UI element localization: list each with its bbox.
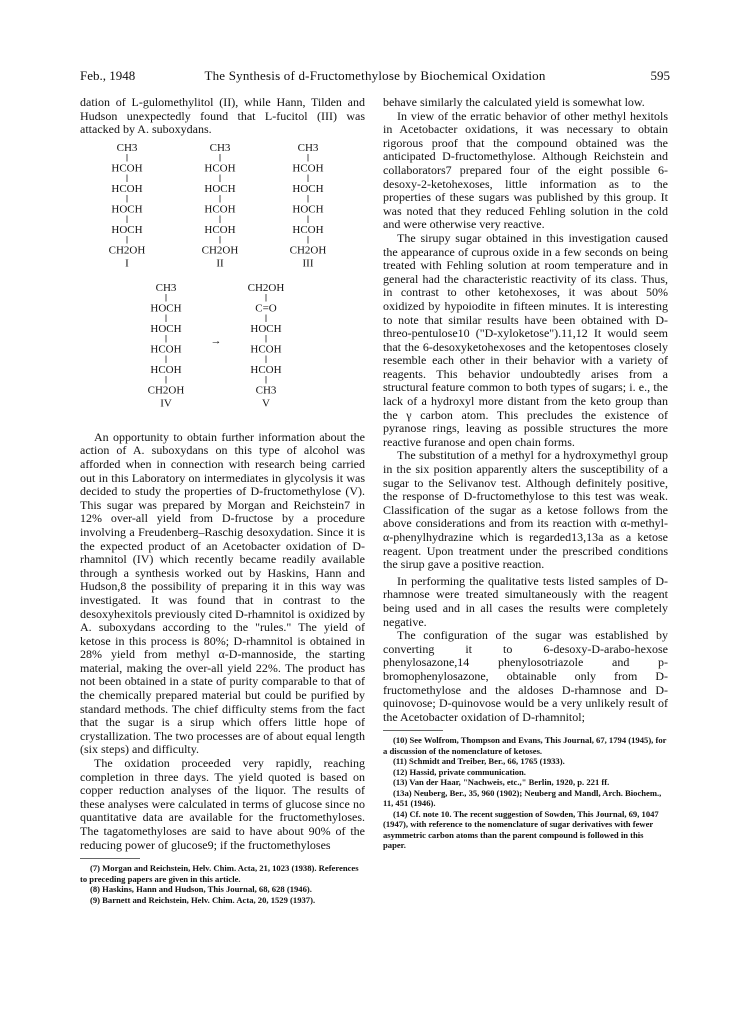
paragraph: The oxidation proceeded very rapidly, reaching completion in three days. The yield quoted is based on copper reduction analyses of the liquor. The results of these analyses were calculated in terms of glucose since no quantitative data are available for the fructomethyloses. The tagatomethyloses are said to have about 90% of the reducing power of glucose9; if the fructomethyloses	[80, 756, 365, 852]
formula-diagram	[80, 139, 365, 429]
formula-group: HCOH	[250, 343, 282, 356]
formula-group: CH3	[209, 141, 231, 154]
formula-group: CH2OH	[289, 244, 327, 257]
formula-group: CH2OH	[147, 384, 185, 397]
footnote: (13a) Neuberg, Ber., 35, 960 (1902); Neuberg and Mandl, Arch. Biochem., 11, 451 (1946).	[383, 787, 662, 809]
footnotes-left	[80, 863, 365, 905]
footnote: (14) Cf. note 10. The recent suggestion of Sowden, This Journal, 69, 1047 (1947), with reference to the nomenclature of sugar derivatives with fewer asymmetric carbon atoms than the parent compound is followed in this paper.	[383, 808, 659, 851]
formula-group: CH2OH	[247, 281, 285, 294]
formula-label: IV	[160, 397, 172, 410]
formula-group: CH3	[155, 281, 177, 294]
formula-group: HOCH	[111, 203, 143, 216]
paragraph: The sirupy sugar obtained in this investigation caused the appearance of cuprous oxide in a few seconds on being treated with Fehling solution at room temperature and in general had the characteristic reactivity of its class. Thus, in contrast to other ketohexoses, it was about 50% oxidized by hypoiodite in fifteen minutes. It is interesting to note that similar results have been obtained with D-threo-pentulose10 ("D-xyloketose").11,12 It would seem that the 6-desoxyketohexoses and the ketopentoses closely resemble each other in their behavior with a variety of reagents. This behavior undoubtedly arises from a structural feature common to both types of sugars; i. e., the lack of a hydroxyl more distant from the keto group than the γ carbon atom. This precludes the existence of pyranose rings, leaving as possible structures the more reactive furanose and open chain forms.	[383, 230, 668, 449]
reaction-arrow: →	[210, 334, 222, 347]
formula-group: HOCH	[150, 322, 182, 335]
formula-label: I	[125, 257, 129, 270]
formula-row-2	[148, 282, 285, 410]
formula-group: HOCH	[292, 203, 324, 216]
footnote: (13) Van der Haar, "Nachweis, etc.," Berlin, 1920, p. 221 ff.	[393, 777, 610, 788]
footnote: (10) See Wolfrom, Thompson and Evans, This Journal, 67, 1794 (1945), for a discussion of the nomenclature of ketoses.	[383, 735, 667, 756]
running-header	[80, 68, 670, 84]
formula-group: HCOH	[250, 363, 282, 376]
formula-group: CH2OH	[201, 244, 239, 257]
formula-label: V	[262, 397, 270, 410]
formula-group: HCOH	[292, 223, 324, 236]
formula-label: III	[302, 257, 314, 270]
formula-group: HOCH	[204, 182, 236, 195]
formula-group: CH3	[297, 141, 319, 154]
footnote-rule	[383, 730, 443, 731]
formula-group: HCOH	[111, 162, 143, 175]
left-column	[80, 96, 365, 905]
right-column	[383, 96, 668, 851]
formula-group: HCOH	[111, 182, 143, 195]
formula-group: HCOH	[204, 162, 236, 175]
header-date: Feb., 1948	[80, 68, 136, 83]
formula-group: HOCH	[150, 302, 182, 315]
formula-group: HCOH	[150, 343, 182, 356]
footnote: (9) Barnett and Reichstein, Helv. Chim. Acta, 20, 1529 (1937).	[90, 894, 316, 905]
formula-group: HCOH	[292, 162, 324, 175]
footnotes-right	[383, 735, 668, 851]
formula-group: C=O	[255, 302, 277, 315]
formula-label: II	[216, 257, 224, 270]
footnote: (11) Schmidt and Treiber, Ber., 66, 1765 (1933).	[393, 756, 565, 767]
formula-group: HOCH	[250, 322, 282, 335]
footnote: (8) Haskins, Hann and Hudson, This Journal, 68, 628 (1946).	[90, 884, 312, 895]
formula-row-1	[109, 142, 327, 270]
paragraph: behave similarly the calculated yield is somewhat low.	[383, 95, 645, 109]
paragraph: In performing the qualitative tests listed samples of D-rhamnose were treated simultaneously with the reagent being used and in all cases the results were completely negative.	[383, 573, 668, 629]
paragraph-intro: dation of L-gulomethylitol (II), while Hann, Tilden and Hudson unexpectedly found that L-fucitol (III) was attacked by A. suboxydans.	[80, 95, 365, 137]
paragraph: An opportunity to obtain further information about the action of A. suboxydans on this type of alcohol was afforded when in connection with research being carried out in this Laboratory on intermediates in glycolysis it was decided to study the properties of D-fructomethylose (V). This sugar was prepared by Morgan and Reichstein7 in 12% over-all yield from D-fructose by a procedure involving a Freudenberg–Raschig desoxydation. Since it is the expected product of an Acetobacter oxidation of D-rhamnitol (IV) which recently became readily available through a synthesis worked out by Haskins, Hann and Hudson,8 the possibility of preparing it in this way was investigated. It was found that in contrast to the desoxyhexitols previously cited D-rhamnitol is oxidized by A. suboxydans according to the "rules." The yield of ketose in this process is 80%; D-rhamnitol is obtained in 28% yield from methyl α-D-mannoside, the starting material, making the over-all yield 22%. The product has not been obtained in a state of purity comparable to that of the chemically prepared material but could be purified by standard methods. The chief difficulty stems from the fact that the sugar is a sirup which offers little hope of crystallization. The two processes are of about equal length (six steps) and difficulty.	[80, 429, 365, 757]
footnote: (12) Hassid, private communication.	[393, 766, 526, 777]
formula-group: CH3	[116, 141, 138, 154]
structural-formulas	[80, 139, 365, 429]
formula-group: HOCH	[292, 182, 324, 195]
formula-group: HCOH	[204, 203, 236, 216]
formula-group: CH2OH	[108, 244, 146, 257]
formula-group: CH3	[255, 384, 277, 397]
paragraph: In view of the erratic behavior of other methyl hexitols in Acetobacter oxidations, it was necessary to obtain rigorous proof that the compound obtained was the anticipated D-fructomethylose. Although Reichstein and collaborators7 prepared four of the eight possible 6-desoxy-2-ketohexoses, little information as to the properties of these sugars was published by this group. It was noted that they reduced Fehling solution in the cold and were otherwise very reactive.	[383, 108, 668, 232]
formula-group: HCOH	[150, 363, 182, 376]
paragraph: The configuration of the sugar was established by converting it to 6-desoxy-D-arabo-hexose phenylosazone,14 phenylosotriazole and p-bromophenylosazone, obtainable only from D-fructomethylose and the aldoses D-rhamnose and D-quinovose; D-quinovose would be a very unlikely result of the Acetobacter oxidation of D-rhamnitol;	[383, 628, 668, 724]
paragraph: The substitution of a methyl for a hydroxymethyl group in the six position apparently alters the susceptibility of a sugar to the Selivanov test. Although definitely positive, the response of D-fructomethylose to this test was weak. Classification of the sugar as a ketose follows from the above considerations and from its reaction with α-methyl-α-phenylhydrazine which is regarded13,13a as a ketose reagent. Upon treatment under the prescribed conditions the sirup gave a positive reaction.	[383, 448, 668, 572]
formula-group: HOCH	[111, 223, 143, 236]
header-page-number: 595	[650, 68, 670, 83]
footnote-rule	[80, 858, 140, 859]
header-title: The Synthesis of d-Fructomethylose by Biochemical Oxidation	[204, 68, 546, 83]
footnote: (7) Morgan and Reichstein, Helv. Chim. Acta, 21, 1023 (1938). References to preceding papers are given in this article.	[80, 863, 359, 884]
formula-group: HCOH	[204, 223, 236, 236]
